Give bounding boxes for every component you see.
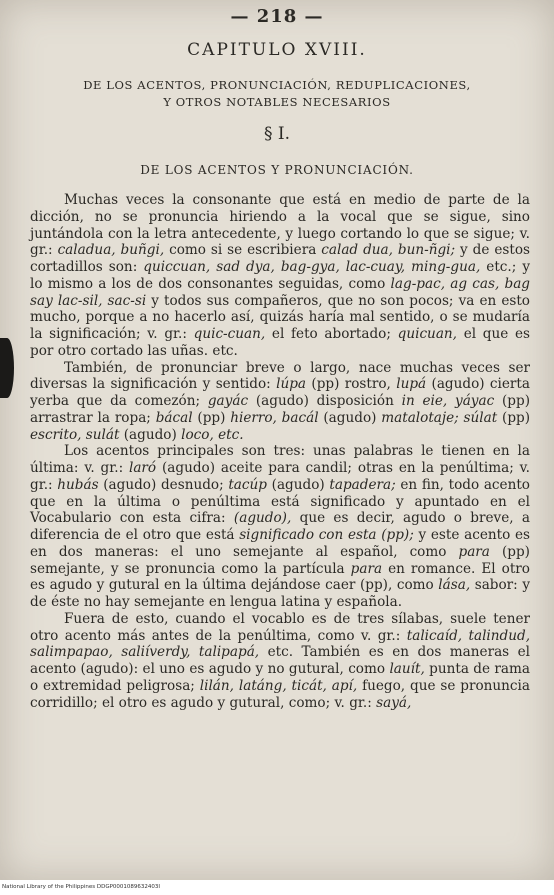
italic-term: matalotaje; súlat [381,409,498,426]
italic-term: laró [128,460,157,476]
page-number: — 218 — [230,6,324,27]
italic-term: lilán, latáng, ticát, apí, [199,677,358,694]
text-run: punta de rama o extremidad peligrosa; [30,661,530,694]
text-run: (agudo) [119,426,182,443]
text-run: (agudo) aceite para candil; otras en la penúltima; v. gr.: [30,460,530,493]
italic-term: escrito, sulát [30,426,120,443]
text-run: etc.; y lo mismo a los de dos consonantes seguidas, como [30,259,530,292]
italic-term: lauít, [389,661,425,677]
paragraph [30,611,530,712]
text-run: (pp) [192,409,231,426]
text-run: fuego, que se pronuncia corridillo; el otro es agudo y gutural, como; v. gr.: [30,677,530,711]
italic-term: quic-cuan, [193,326,266,342]
text-run: sabor: y de éste no hay semejante en lengua latina y española. [30,577,531,610]
text-run: que es decir, agudo o breve, a diferencia de el otro que está [30,510,530,543]
italic-term: calad dua, bun-ñgi; [321,242,456,259]
italic-term: para [350,560,383,577]
text-run: en fin, todo acento que en la última o penúltima está significado y apuntado en el Vocabulario con esta cifra: [30,476,530,527]
italic-term: loco, etc. [181,426,244,443]
text-run: (agudo) desnudo; [98,476,229,493]
text-run: (agudo) [266,476,330,493]
italic-term: lupá [396,376,427,393]
paragraph [30,192,530,360]
italic-term: caladua, buñgi, [57,242,165,259]
text-run: Muchas veces la consonante que está en medio de parte de la dicción, no se pronuncia hiriendo a la vocal que se sigue, sino juntándola con la letra antecedente, y luego cortando lo que se sigue; v. gr.: [30,192,530,259]
italic-term: gayác [207,393,249,409]
italic-term: quicuan, [397,326,457,342]
italic-term: hubás [57,476,99,493]
text-run: Fuera de esto, cuando el vocablo es de tres sílabas, suele tener otro acento más antes de la penúltima, como v. gr.: [30,610,530,644]
chapter-subtitle-line-1: DE LOS ACENTOS, PRONUNCIACIÓN, REDUPLICACIONES, [83,78,471,92]
italic-term: quiccuan, sad dya, bag-gya, lac-cuay, ming-gua, [143,259,481,275]
scan-footer: National Library of the Philippines DDGP0001089632403I [0,880,554,895]
italic-term: sayá, [376,694,412,711]
italic-term: in eie, yáyac [401,393,495,409]
text-run: etc. También es en dos maneras el acento (agudo): el uno es agudo y no gutural, como [30,644,530,677]
italic-term: tapadera; [329,476,396,493]
text-run: y este acento es en dos maneras: el uno semejante al español, como [30,527,530,560]
text-run: (agudo) disposición [248,393,402,409]
margin-ink-blot [0,338,14,398]
chapter-subtitle-line-2: Y OTROS NOTABLES NECESARIOS [163,95,391,109]
body-text [30,192,530,711]
text-run: Los acentos principales son tres: unas palabras le tienen en la última: v. gr.: [30,443,530,476]
italic-term: lása, [438,577,471,594]
text-run: el que es por otro cortado las uñas. etc. [30,326,531,359]
paragraph [30,360,530,444]
italic-term: hierro, bacál [230,409,319,426]
italic-term: bácal [155,409,193,426]
italic-term: significado con esta (pp); [239,527,414,543]
text-run: (agudo) [318,409,382,426]
italic-term: para [458,543,490,560]
text-run: el feto abortado; [265,326,398,342]
paragraph [30,443,530,611]
text-run: y de estos cortadillos son: [30,242,530,275]
text-run: (pp) rostro, [306,376,397,393]
text-run: (pp) semejante, y se pronuncia como la partícula [30,543,530,577]
italic-term: lag-pac, ag cas, bag say lac-sil, sac-si [30,275,530,309]
text-run: (pp) [497,409,531,426]
section-title: DE LOS ACENTOS Y PRONUNCIACIÓN. [140,163,414,177]
italic-term: lúpa [276,376,307,393]
italic-term: tacúp [228,476,267,493]
chapter-title: CAPITULO XVIII. [187,40,367,60]
italic-term: talicaíd, talindud, salimpapao, saliíverdy, talipapá, [30,627,531,661]
text-run: y todos sus compañeros, que no son pocos; va en esto mucho, porque a no hacerlo así, quizás haría mal sentido, o se mudaría la significación; v. gr.: [30,292,530,342]
text-run: en romance. El otro es agudo y gutural en la última dejándose caer (pp), como [30,560,530,594]
italic-term: (agudo), [233,510,292,527]
text-run: (pp) arrastrar la ropa; [30,393,531,426]
text-run: como si se escribiera [164,242,322,259]
section-mark: § I. [263,124,291,144]
text-run: También, de pronunciar breve o largo, nace muchas veces ser diversas la significación y sentido: [30,359,530,393]
text-run: (agudo) cierta yerba que da comezón; [30,376,530,409]
